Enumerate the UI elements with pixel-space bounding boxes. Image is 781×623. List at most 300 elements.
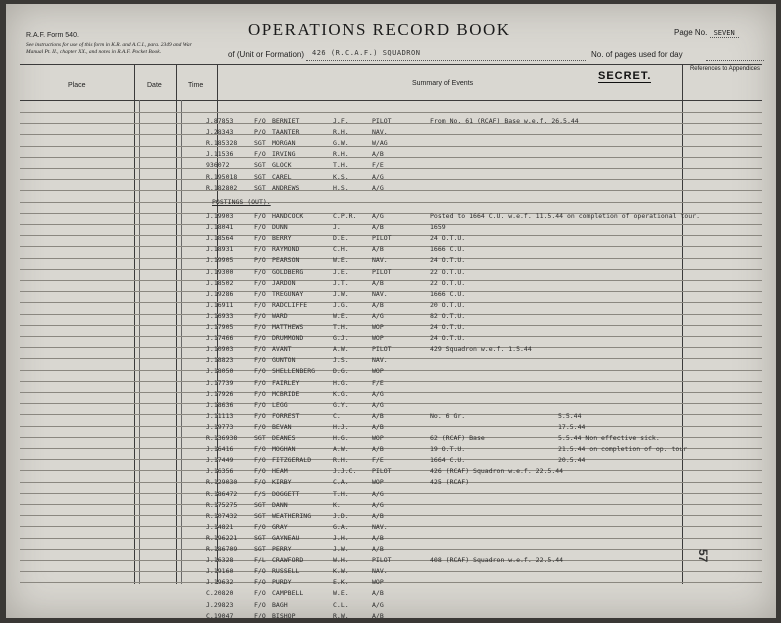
rank: SGT	[254, 434, 266, 442]
surname: FAIRLEY	[272, 378, 300, 387]
trade: A/G	[372, 311, 384, 320]
surname: DANN	[272, 500, 288, 509]
initials: G.A.	[333, 522, 349, 531]
note: 22 O.T.U.	[430, 278, 466, 287]
ruled-line	[20, 482, 762, 483]
trade: WOP	[372, 578, 384, 587]
rank: SGT	[254, 533, 266, 542]
service-number: J.11536	[206, 150, 234, 159]
ruled-line	[20, 224, 762, 225]
ruled-line	[20, 146, 762, 147]
surname: FITZGERALD	[272, 456, 312, 465]
note: 1666 C.U.	[430, 245, 466, 254]
initials: K.	[333, 500, 341, 509]
ruled-line	[20, 157, 762, 158]
trade: PILOT	[372, 345, 392, 354]
trade: A/G	[372, 212, 384, 220]
service-number: J.19773	[206, 422, 234, 431]
surname: PURDY	[272, 578, 292, 587]
surname: MATTHEWS	[272, 323, 304, 331]
service-number: J.18502	[206, 278, 234, 287]
table-top-rule	[20, 64, 762, 65]
rank: SGT	[254, 183, 266, 192]
note: From No. 61 (RCAF) Base w.e.f. 26.5.44	[430, 117, 579, 125]
trade: A/B	[372, 300, 384, 309]
service-number: J.19286	[206, 289, 234, 298]
rank: F/O	[254, 300, 266, 309]
initials: A.W.	[333, 345, 349, 354]
trade: WOP	[372, 367, 384, 376]
ruled-line	[20, 459, 762, 460]
initials: H.S.	[333, 183, 349, 192]
note: 20 O.T.U.	[430, 300, 466, 309]
note-secondary: 17.5.44	[558, 422, 586, 431]
initials: K.W.	[333, 567, 349, 576]
rank: F/O	[254, 445, 266, 454]
service-number: R.196221	[206, 533, 238, 542]
header-bottom-rule	[20, 100, 762, 101]
surname: WEATHERING	[272, 511, 312, 520]
initials: J.S.	[333, 356, 349, 365]
rank: F/O	[254, 212, 266, 220]
page-number	[674, 28, 739, 37]
initials: R.W.	[333, 611, 349, 618]
surname: BEVAN	[272, 422, 292, 431]
note-secondary: 21.5.44 on completion of op. tour	[558, 445, 688, 454]
rank: P/O	[254, 128, 266, 137]
surname: BISHOP	[272, 611, 296, 618]
initials: W.E.	[333, 589, 349, 598]
trade: NAV.	[372, 522, 388, 531]
initials: D.G.	[333, 367, 349, 376]
initials: J.G.	[333, 300, 349, 309]
surname: GUNTON	[272, 356, 296, 365]
unit-label: of (Unit or Formation)	[228, 50, 305, 59]
trade: PILOT	[372, 556, 392, 565]
note: 62 (RCAF) Base	[430, 434, 485, 442]
trade: A/B	[372, 150, 384, 159]
rank: F/O	[254, 567, 266, 576]
note: 1664 C.U.	[430, 456, 466, 465]
trade: A/B	[372, 511, 384, 520]
initials: G.Y.	[333, 400, 349, 409]
ruled-line	[20, 190, 762, 191]
ruled-line	[20, 426, 762, 427]
margin-page-number: 57	[696, 549, 710, 563]
rank: SGT	[254, 172, 266, 181]
service-number: J.19632	[206, 578, 234, 587]
surname: IRVING	[272, 150, 296, 159]
note: 24 O.T.U.	[430, 334, 466, 343]
surname: MCBRIDE	[272, 389, 300, 398]
service-number: R.182802	[206, 183, 238, 192]
initials: H.J.	[333, 422, 349, 431]
service-number: 936072	[206, 161, 230, 170]
trade: A/B	[372, 245, 384, 254]
initials: J.E.	[333, 267, 349, 276]
ruled-line	[20, 336, 762, 337]
rank: F/O	[254, 378, 266, 387]
service-number: J.16416	[206, 445, 234, 454]
initials: R.H.	[333, 456, 349, 465]
ruled-line	[20, 526, 762, 527]
ruled-line	[20, 168, 762, 169]
surname: HANDCOCK	[272, 212, 304, 220]
service-number: J.18931	[206, 245, 234, 254]
trade: PILOT	[372, 234, 392, 243]
surname: DOGGETT	[272, 489, 300, 498]
service-number: J.19905	[206, 256, 234, 265]
surname: GRAY	[272, 522, 288, 531]
trade: F/E	[372, 378, 384, 387]
trade: A/B	[372, 278, 384, 287]
unit-dotted-line	[306, 60, 586, 61]
rank: F/O	[254, 117, 266, 125]
initials: W.E.	[333, 256, 349, 265]
trade: A/G	[372, 389, 384, 398]
service-number: R.186709	[206, 545, 238, 553]
note: 19 O.T.U.	[430, 445, 466, 454]
note-secondary: 20.5.44	[558, 456, 586, 465]
surname: RAYMOND	[272, 245, 300, 254]
surname: MOGHAN	[272, 445, 296, 454]
rank: F/S	[254, 489, 266, 498]
column-header-place: Place	[68, 82, 86, 89]
rank: SGT	[254, 500, 266, 509]
service-number: C.19047	[206, 611, 234, 618]
surname: PEARSON	[272, 256, 300, 265]
initials: J.W.	[333, 289, 349, 298]
initials: J.H.	[333, 533, 349, 542]
note: Posted to 1664 C.U. w.e.f. 11.5.44 on completion of operational tour.	[430, 212, 701, 220]
initials: T.H.	[333, 323, 349, 331]
initials: E.K.	[333, 578, 349, 587]
rank: F/O	[254, 311, 266, 320]
note: 408 (RCAF) Squadron w.e.f. 22.5.44	[430, 556, 564, 565]
initials: R.H.	[333, 128, 349, 137]
ruled-line	[20, 403, 762, 404]
initials: C.P.R.	[333, 212, 357, 220]
service-number: J.87853	[206, 117, 234, 125]
service-number: J.18564	[206, 234, 234, 243]
service-number: J.17449	[206, 456, 234, 465]
note: 425 (RCAF)	[430, 478, 470, 487]
trade: A/B	[372, 533, 384, 542]
trade: A/B	[372, 422, 384, 431]
service-number: J.17466	[206, 334, 234, 343]
ruled-line	[20, 515, 762, 516]
surname: RADCLIFFE	[272, 300, 308, 309]
initials: C.A.	[333, 478, 349, 487]
note: 429 Squadron w.e.f. 1.5.44	[430, 345, 532, 354]
note: No. 6 Gr.	[430, 411, 466, 420]
trade: A/B	[372, 545, 384, 553]
initials: G.W.	[333, 139, 349, 148]
trade: NAV.	[372, 289, 388, 298]
page-title: OPERATIONS RECORD BOOK	[248, 20, 511, 39]
rank: F/O	[254, 223, 266, 232]
trade: A/B	[372, 411, 384, 420]
trade: WOP	[372, 434, 384, 442]
rank: F/O	[254, 356, 266, 365]
service-number: J.11113	[206, 411, 234, 420]
ruled-line	[20, 302, 762, 303]
note: 24 O.T.U.	[430, 256, 466, 265]
initials: J.D.	[333, 511, 349, 520]
note: 426 (RCAF) Squadron w.e.f. 22.5.44	[430, 467, 564, 476]
surname: GAYNEAU	[272, 533, 300, 542]
ruled-line	[20, 549, 762, 550]
trade: A/G	[372, 183, 384, 192]
ruled-line	[20, 504, 762, 505]
surname: TREGUNAY	[272, 289, 304, 298]
surname: AVANT	[272, 345, 292, 354]
col-subline-time	[181, 100, 182, 584]
ruled-line	[20, 392, 762, 393]
ruled-line	[20, 134, 762, 135]
page-number-label: Page No.	[674, 28, 708, 37]
initials: G.J.	[333, 334, 349, 343]
surname: MORGAN	[272, 139, 296, 148]
service-number: J.28343	[206, 128, 234, 137]
rank: F/O	[254, 278, 266, 287]
rank: F/O	[254, 611, 266, 618]
ruled-line	[20, 202, 762, 203]
ruled-line	[20, 291, 762, 292]
initials: K.G.	[333, 389, 349, 398]
service-number: J.17739	[206, 378, 234, 387]
column-header-references: References to Appendices	[689, 66, 761, 72]
rank: F/O	[254, 234, 266, 243]
note: 24 O.T.U.	[430, 234, 466, 243]
ruled-line	[20, 325, 762, 326]
trade: WOP	[372, 478, 384, 487]
postings-heading: POSTINGS (OUT).	[212, 198, 271, 206]
trade: NAV.	[372, 356, 388, 365]
surname: BERRY	[272, 234, 292, 243]
trade: WOP	[372, 323, 384, 331]
service-number: J.18636	[206, 400, 234, 409]
initials: J.W.	[333, 545, 349, 553]
trade: NAV.	[372, 256, 388, 265]
surname: SHELLENBERG	[272, 367, 316, 376]
surname: BAGH	[272, 600, 288, 609]
service-number: J.16933	[206, 311, 234, 320]
note: 82 O.T.U.	[430, 311, 466, 320]
rank: F/O	[254, 522, 266, 531]
note: 22 O.T.U.	[430, 267, 466, 276]
pages-used-label: No. of pages used for day	[591, 50, 683, 59]
rank: F/O	[254, 345, 266, 354]
initials: H.G.	[333, 434, 349, 442]
rank: F/O	[254, 289, 266, 298]
trade: A/B	[372, 589, 384, 598]
trade: A/G	[372, 400, 384, 409]
rank: F/O	[254, 245, 266, 254]
rank: SGT	[254, 511, 266, 520]
rank: SGT	[254, 139, 266, 148]
initials: J.T.	[333, 278, 349, 287]
service-number: R.175275	[206, 500, 238, 509]
ruled-line	[20, 112, 762, 113]
rank: F/O	[254, 578, 266, 587]
ruled-line	[20, 571, 762, 572]
service-number: J.17926	[206, 389, 234, 398]
surname: JARDON	[272, 278, 296, 287]
initials: W.H.	[333, 556, 349, 565]
initials: T.H.	[333, 161, 349, 170]
service-number: J.17905	[206, 323, 234, 331]
service-number: J.18041	[206, 223, 234, 232]
service-number: J.18050	[206, 367, 234, 376]
note-secondary: 5.5.44 Non effective sick.	[558, 434, 660, 442]
rank: F/O	[254, 456, 266, 465]
surname: GOLDBERG	[272, 267, 304, 276]
trade: A/G	[372, 500, 384, 509]
surname: KIRBY	[272, 478, 292, 487]
trade: PILOT	[372, 117, 392, 125]
col-subline-date	[139, 100, 140, 584]
ruled-line	[20, 258, 762, 259]
service-number: R.129030	[206, 478, 238, 487]
ruled-line	[20, 179, 762, 180]
initials: C.H.	[333, 245, 349, 254]
trade: A/B	[372, 611, 384, 618]
initials: R.H.	[333, 150, 349, 159]
service-number: J.14821	[206, 522, 234, 531]
surname: BERNIET	[272, 117, 300, 125]
surname: CAMPBELL	[272, 589, 304, 598]
trade: PILOT	[372, 267, 392, 276]
trade: WOP	[372, 334, 384, 343]
rank: F/O	[254, 323, 266, 331]
trade: A/G	[372, 600, 384, 609]
trade: W/AG	[372, 139, 388, 148]
note: 1666 C.U.	[430, 289, 466, 298]
service-number: R.195018	[206, 172, 238, 181]
trade: NAV.	[372, 128, 388, 137]
initials: J.	[333, 223, 341, 232]
form-instructions: See instructions for use of this form in K.R. and A.C.I., para. 2349 and War Manual Pt. II., chapter XX., and notes in R.A.F. Pocket Book.	[26, 42, 192, 55]
trade: A/B	[372, 445, 384, 454]
rank: F/O	[254, 400, 266, 409]
service-number: J.29823	[206, 600, 234, 609]
initials: A.W.	[333, 445, 349, 454]
note: 24 O.T.U.	[430, 323, 466, 331]
ruled-line	[20, 538, 762, 539]
service-number: J.19160	[206, 567, 234, 576]
rank: F/O	[254, 411, 266, 420]
surname: CRAWFORD	[272, 556, 304, 565]
trade: A/B	[372, 223, 384, 232]
rank: F/O	[254, 334, 266, 343]
surname: GLOCK	[272, 161, 292, 170]
rank: F/L	[254, 556, 266, 565]
ruled-line	[20, 280, 762, 281]
rank: F/O	[254, 150, 266, 159]
surname: PERRY	[272, 545, 292, 553]
rank: F/O	[254, 600, 266, 609]
service-number: J.19903	[206, 212, 234, 220]
note-secondary: 5.5.44	[558, 411, 582, 420]
rank: F/O	[254, 478, 266, 487]
rank: F/O	[254, 367, 266, 376]
pages-dotted-line	[706, 60, 764, 61]
surname: CAREL	[272, 172, 292, 181]
service-number: R.186472	[206, 489, 238, 498]
ruled-line	[20, 358, 762, 359]
rank: F/O	[254, 267, 266, 276]
trade: F/E	[372, 456, 384, 465]
ruled-line	[20, 414, 762, 415]
service-number: R.107432	[206, 511, 238, 520]
rank: F/O	[254, 467, 266, 476]
record-sheet	[6, 4, 776, 618]
ruled-line	[20, 381, 762, 382]
column-header-summary: Summary of Events	[412, 80, 474, 87]
surname: HEAM	[272, 467, 288, 476]
service-number: R.185328	[206, 139, 238, 148]
service-number: J.16356	[206, 467, 234, 476]
secret-stamp: SECRET.	[598, 70, 652, 82]
service-number: J.10903	[206, 345, 234, 354]
unit-value: 426 (R.C.A.F.) SQUADRON	[312, 49, 421, 57]
service-number: J.18823	[206, 356, 234, 365]
service-number: R.136938	[206, 434, 238, 442]
page-number-value: SEVEN	[710, 29, 739, 38]
column-header-date: Date	[147, 82, 162, 89]
rank: SGT	[254, 161, 266, 170]
initials: J.F.	[333, 117, 349, 125]
surname: LEGG	[272, 400, 288, 409]
note: 1659	[430, 223, 446, 232]
initials: H.G.	[333, 378, 349, 387]
initials: D.E.	[333, 234, 349, 243]
surname: WARD	[272, 311, 288, 320]
initials: C.	[333, 411, 341, 420]
surname: RUSSELL	[272, 567, 300, 576]
rank: P/O	[254, 256, 266, 265]
trade: A/G	[372, 172, 384, 181]
initials: W.E.	[333, 311, 349, 320]
surname: TAANTER	[272, 128, 300, 137]
service-number: J.16911	[206, 300, 234, 309]
column-header-time: Time	[188, 82, 204, 89]
surname: DUNN	[272, 223, 288, 232]
ruled-line	[20, 370, 762, 371]
service-number: C.20820	[206, 589, 234, 598]
ruled-line	[20, 246, 762, 247]
rank: F/O	[254, 422, 266, 431]
initials: C.L.	[333, 600, 349, 609]
trade: NAV.	[372, 567, 388, 576]
trade: F/E	[372, 161, 384, 170]
rank: SGT	[254, 545, 266, 553]
service-number: J.19300	[206, 267, 234, 276]
trade: A/G	[372, 489, 384, 498]
initials: K.S.	[333, 172, 349, 181]
ruled-line	[20, 314, 762, 315]
surname: DRUMMOND	[272, 334, 304, 343]
surname: ANDREWS	[272, 183, 300, 192]
rank: F/O	[254, 589, 266, 598]
surname: DEANES	[272, 434, 296, 442]
initials: T.H.	[333, 489, 349, 498]
initials: J.J.C.	[333, 467, 357, 476]
ruled-line	[20, 493, 762, 494]
form-number: R.A.F. Form 540.	[26, 32, 79, 39]
trade: PILOT	[372, 467, 392, 476]
